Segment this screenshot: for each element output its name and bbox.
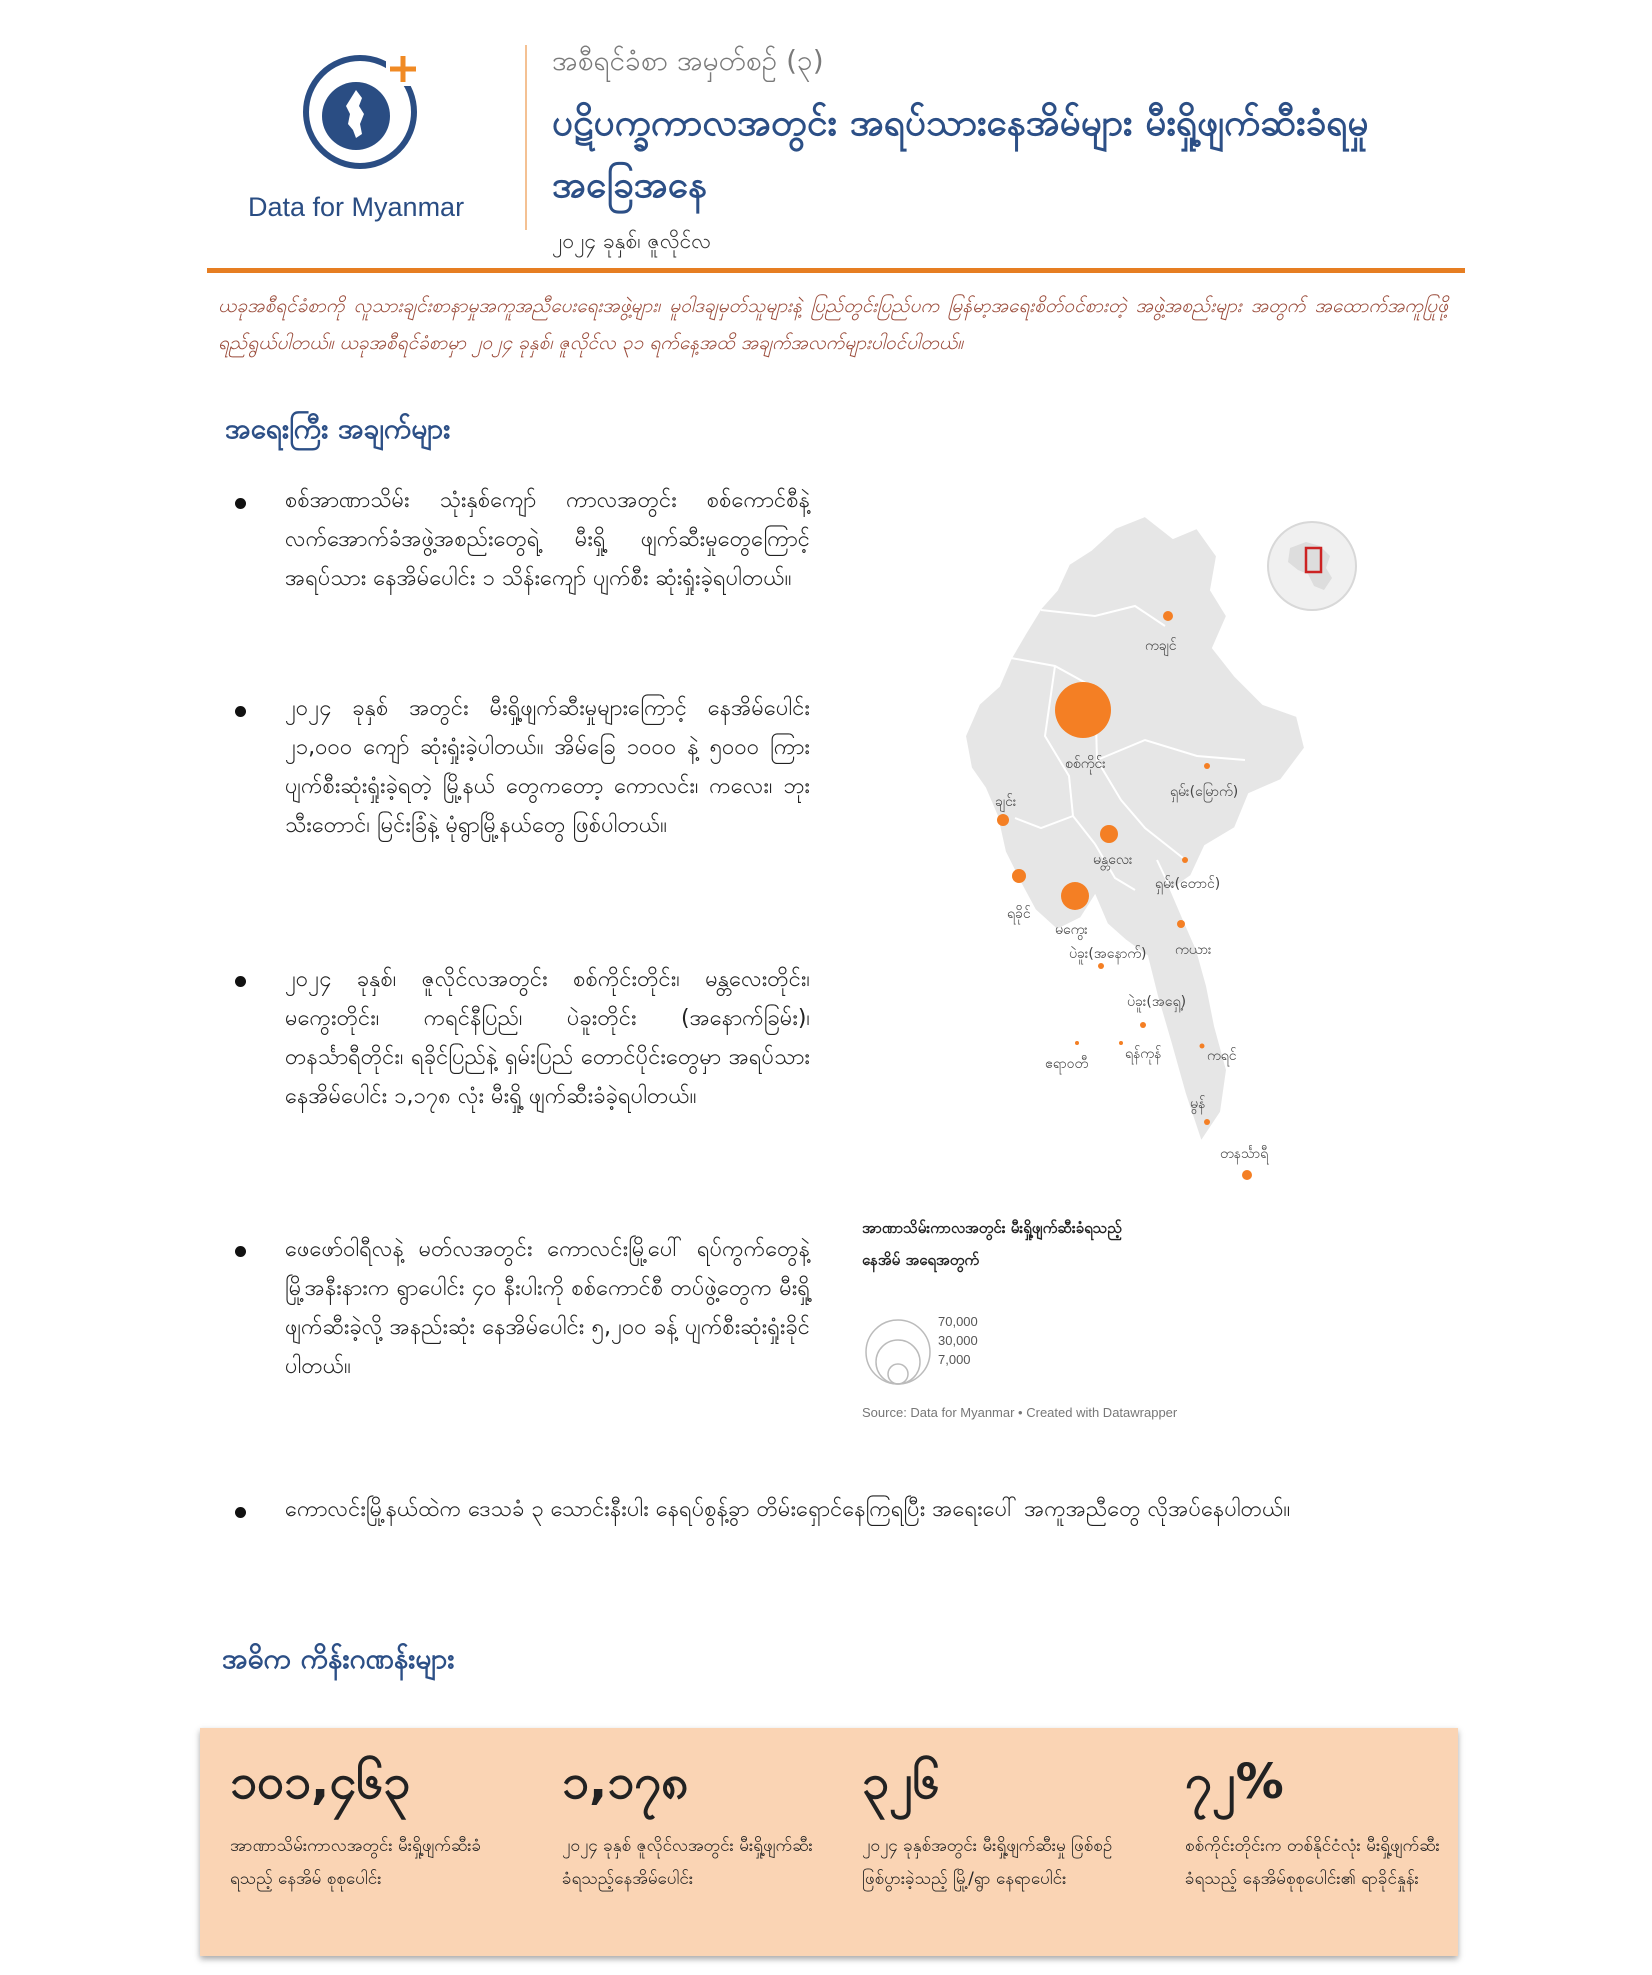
header-divider [525,45,527,230]
dot-mon [1204,1119,1210,1125]
dot-bago-west [1098,963,1104,969]
label-yangon: ရန်ကုန် [1125,1046,1162,1062]
key-point-text: ၂၀၂၄ ခုနှစ်၊ ဇူလိုင်လအတွင်း စစ်ကိုင်းတိုင်း၊ မန္တလေးတိုင်း၊ မကွေးတိုင်း၊ ကရင်နီပြည်၊ ပဲခူးတိုင်း (အနောက်ခြမ်း)၊ တနင်္သာရီတိုင်း၊ ရခိုင်ပြည်နဲ့ ရှမ်းပြည် တောင်ပိုင်းတွေမှာ အရပ်သားနေအိမ်ပေါင်း ၁,၁၇၈ လုံး မီးရှို့ ဖျက်ဆီးခံခဲ့ရပါတယ်။ [285,967,810,1109]
report-series: အစီရင်ခံစာ အမှတ်စဉ် (၃) [552,44,824,77]
myanmar-burned-houses-map [945,498,1425,1198]
label-shan-south: ရှမ်း(တောင်) [1155,876,1221,892]
dot-tanintharyi [1242,1170,1252,1180]
legend-title: အာဏာသိမ်းကာလအတွင်း မီးရှို့ဖျက်ဆီးခံရသည့် နေအိမ် အရေအတွက် [862,1219,1122,1269]
stat-label: စစ်ကိုင်းတိုင်းက တစ်နိုင်ငံလုံး မီးရှို့ဖျက်ဆီးခံရသည့် နေအိမ်စုစုပေါင်း၏ ရာခိုင်နှုန်း [1185,1836,1440,1889]
legend-value: 7,000 [938,1352,971,1367]
bullet-icon [235,976,246,987]
dot-rakhine [1012,869,1026,883]
label-bago-east: ပဲခူး(အရှေ့) [1127,994,1187,1010]
dot-kachin [1163,611,1173,621]
dot-magway [1061,882,1089,910]
report-title: ပဋိပက္ခကာလအတွင်း အရပ်သားနေအိမ်များ မီးရှို့ဖျက်ဆီးခံရမှု အခြေအနေ [552,101,1369,206]
stat-value: ၇၂% [1185,1754,1284,1810]
bullet-icon [235,706,246,717]
dot-sagaing [1055,682,1111,738]
label-kayah: ကယား [1175,942,1212,958]
stat-value: ၁၀၁,၄၆၃ [230,1754,411,1810]
legend-value: 30,000 [938,1333,978,1348]
map-legend [862,1212,1162,1367]
stat-label: ၂၀၂၄ ခုနှစ် ဇူလိုင်လအတွင်း မီးရှို့ဖျက်ဆီးခံရသည့်နေအိမ်ပေါင်း [562,1836,813,1889]
label-shan-north: ရှမ်း(မြောက်) [1170,784,1239,800]
report-date: ၂၀၂၄ ခုနှစ်၊ ဇူလိုင်လ [552,229,711,253]
dot-bago-east [1140,1022,1146,1028]
dot-kayin [1200,1044,1205,1049]
key-point-text: ကောလင်းမြို့နယ်ထဲက ဒေသခံ ၃ သောင်းနီးပါး နေရပ်စွန့်ခွာ တိမ်းရှောင်နေကြရပြီး အရေးပေါ် အကူအညီတွေ လိုအပ်နေပါတယ်။ [285,1497,1291,1522]
label-kayin: ကရင် [1207,1048,1237,1064]
legend-value: 70,000 [938,1314,978,1329]
dot-mandalay [1100,825,1118,843]
inset-globe [1268,522,1356,610]
legend-values [938,1312,978,1369]
label-magway: မကွေး [1055,922,1088,938]
label-sagaing: စစ်ကိုင်း [1065,756,1106,772]
key-point-text: စစ်အာဏာသိမ်း သုံးနှစ်ကျော် ကာလအတွင်း စစ်ကောင်စီနဲ့ လက်အောက်ခံအဖွဲ့အစည်းတွေရဲ့ မီးရှို့ ဖျက်ဆီးမှုတွေကြောင့် အရပ်သား နေအိမ်ပေါင်း ၁ သိန်းကျော် ပျက်စီး ဆုံးရှုံးခဲ့ရပါတယ်။ [285,488,810,591]
key-points-heading: အရေးကြီး အချက်များ [225,412,451,445]
dot-chin [997,814,1009,826]
dot-kayah [1177,920,1185,928]
label-ayeyarwady: ဧရာဝတီ [1045,1056,1089,1072]
label-rakhine: ရခိုင် [1007,906,1031,922]
label-chin: ချင်း [995,794,1017,810]
key-figures-heading: အဓိက ကိန်းဂဏန်းများ [222,1642,455,1675]
stat-value: ၁,၁၇၈ [562,1754,689,1810]
key-figures-panel [200,1728,1458,1956]
logo-text: Data for Myanmar [248,192,465,222]
label-mon: မွန် [1190,1096,1206,1112]
dot-shan-south [1182,857,1188,863]
dot-yangon [1119,1041,1123,1045]
key-point-text: ၂၀၂၄ ခုနှစ် အတွင်း မီးရှို့ဖျက်ဆီးမှုများကြောင့် နေအိမ်ပေါင်း ၂၁,၀၀၀ ကျော် ဆုံးရှုံးခဲ့ပါတယ်။ အိမ်ခြေ ၁၀၀၀ နဲ့ ၅၀၀၀ ကြား ပျက်စီးဆုံးရှုံးခဲ့ရတဲ့ မြို့နယ် တွေကတော့ ကောလင်း၊ ကလေး၊ ဘုးသီးတောင်၊ မြင်းခြံနဲ့ မုံရွာမြို့နယ်တွေ ဖြစ်ပါတယ်။ [285,696,810,838]
map-source: Source: Data for Myanmar • Created with Datawrapper [862,1405,1178,1420]
bullet-icon [235,498,246,509]
label-bago-west: ပဲခူး(အနောက်) [1069,946,1147,962]
legend-circles [862,1316,1002,1386]
intro-text: ယခုအစီရင်ခံစာကို လူသားချင်းစာနာမှုအကူအညီပေးရေးအဖွဲ့များ၊ မူဝါဒချမှတ်သူများနဲ့ ပြည်တွင်းပြည်ပက မြန်မာ့အရေးစိတ်ဝင်စားတဲ့ အဖွဲ့အစည်းများ အတွက် အထောက်အကူပြုဖို့ ရည်ရွယ်ပါတယ်။ ယခုအစီရင်ခံစာမှာ ၂၀၂၄ ခုနှစ်၊ ဇူလိုင်လ ၃၁ ရက်နေ့အထိ အချက်အလက်များပါဝင်ပါတယ်။ [218,295,1448,354]
stat-value: ၃၂၆ [862,1754,940,1810]
stat-label: အာဏာသိမ်းကာလအတွင်း မီးရှို့ဖျက်ဆီးခံရသည့် နေအိမ် စုစုပေါင်း [230,1836,482,1889]
bullet-icon [235,1507,246,1518]
dot-ayeyarwady [1075,1041,1079,1045]
dot-shan-north [1204,763,1210,769]
label-kachin: ကချင် [1145,638,1177,654]
key-point-text: ဖေဖော်ဝါရီလနဲ့ မတ်လအတွင်း ကောလင်းမြို့ပေါ် ရပ်ကွက်တွေနဲ့ မြို့အနီးနားက ရွာပေါင်း ၄၀ နီးပါးကို စစ်ကောင်စီ တပ်ဖွဲ့တွေက မီးရှို့ဖျက်ဆီးခဲ့လို့ အနည်းဆုံး နေအိမ်ပေါင်း ၅,၂၀၀ ခန့် ပျက်စီးဆုံးရှုံးခိုင်ပါတယ်။ [285,1237,810,1379]
bullet-icon [235,1246,246,1257]
label-mandalay: မန္တလေး [1093,852,1133,868]
stat-label: ၂၀၂၄ ခုနှစ်အတွင်း မီးရှို့ဖျက်ဆီးမှု ဖြစ်စဉ် ဖြစ်ပွားခဲ့သည့် မြို့/ရွာ နေရာပေါင်း [862,1836,1113,1889]
header-rule [207,268,1465,273]
label-tanintharyi: တနင်္သာရီ [1220,1146,1269,1162]
